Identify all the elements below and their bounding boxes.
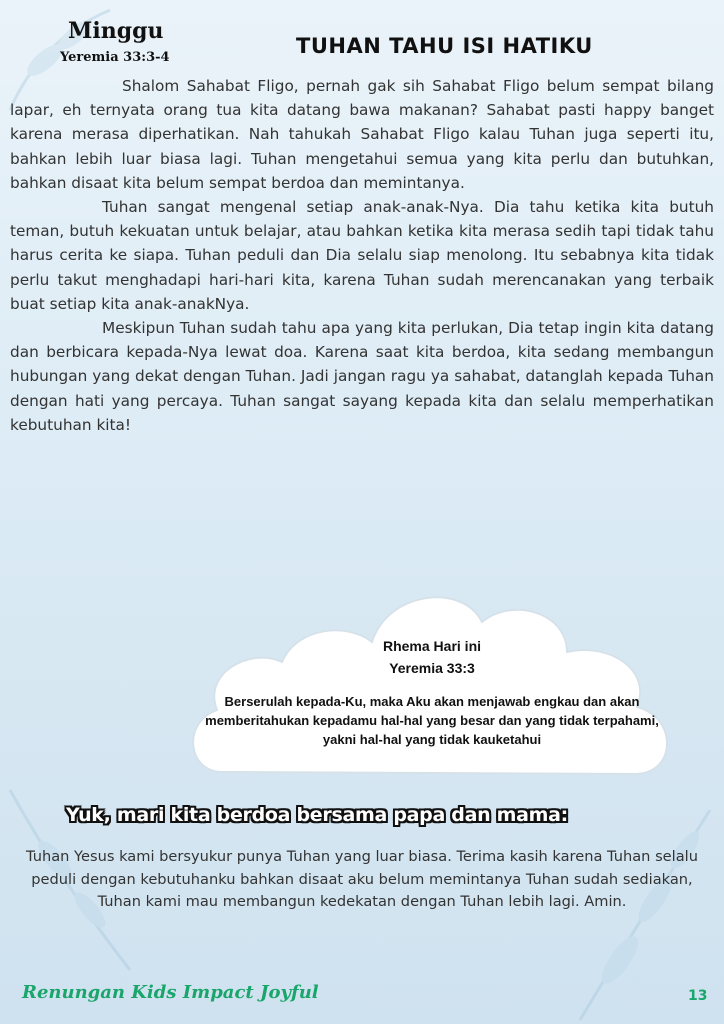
day-label: Minggu bbox=[68, 18, 164, 44]
rhema-verse: Berserulah kepada-Ku, maka Aku akan menjawab engkau dan akan memberitahukan kepadamu hal-hal yang besar dan yang tidak terpahami, yakni hal-hal yang tidak kauketahui bbox=[205, 694, 659, 747]
paragraph: Shalom Sahabat Fligo, pernah gak sih Sahabat Fligo belum sempat bilang lapar, eh ternyata orang tua kita datang bawa makanan? Sahabat pasti happy banget karena merasa diperhatikan. Nah tahukah Sahabat Fligo kalau Tuhan juga seperti itu, bahkan lebih luar biasa lagi. Tuhan mengetahui semua yang kita perlu dan butuhkan, bahkan disaat kita belum sempat berdoa dan memintanya. bbox=[10, 77, 714, 192]
rhema-label: Rhema Hari ini bbox=[382, 638, 482, 654]
prayer-text: Tuhan Yesus kami bersyukur punya Tuhan yang luar biasa. Terima kasih karena Tuhan selalu peduli dengan kebutuhanku bahkan disaat aku belum memintanya Tuhan sudah sediakan, Tuhan kami mau membangun kedekatan dengan Tuhan lebih lagi. Amin. bbox=[26, 848, 698, 910]
paragraph: Tuhan sangat mengenal setiap anak-anak-Nya. Dia tahu ketika kita butuh teman, butuh kekuatan untuk belajar, atau bahkan ketika kita merasa sedih tapi tidak tahu harus cerita ke siapa. Tuhan peduli dan Dia selalu siap menolong. Itu sebabnya kita tidak perlu takut menghadapi hari-hari kita, karena Tuhan sudah merencanakan yang terbaik buat setiap kita anak-anakNya. bbox=[10, 198, 714, 313]
rhema-cloud bbox=[182, 582, 682, 782]
footer-title: Renungan Kids Impact Joyful bbox=[22, 982, 319, 1003]
paragraph: Meskipun Tuhan sudah tahu apa yang kita perlukan, Dia tetap ingin kita datang dan berbicara kepada-Nya lewat doa. Karena saat kita berdoa, kita sedang membangun hubungan yang dekat dengan Tuhan. Jadi jangan ragu ya sahabat, datanglah kepada Tuhan dengan hati yang percaya. Tuhan sangat sayang kepada kita dan selalu memperhatikan kebutuhan kita! bbox=[10, 319, 714, 434]
cloud-shape-icon bbox=[182, 582, 682, 782]
verse-reference: Yeremia 33:3-4 bbox=[60, 50, 170, 65]
rhema-reference: Yeremia 33:3 bbox=[389, 660, 475, 676]
page-number: 13 bbox=[688, 988, 708, 1004]
prayer-heading: Yuk, mari kita berdoa bersama papa dan mama: bbox=[66, 804, 568, 826]
devotional-body bbox=[10, 74, 714, 437]
page-title: TUHAN TAHU ISI HATIKU bbox=[296, 34, 593, 58]
